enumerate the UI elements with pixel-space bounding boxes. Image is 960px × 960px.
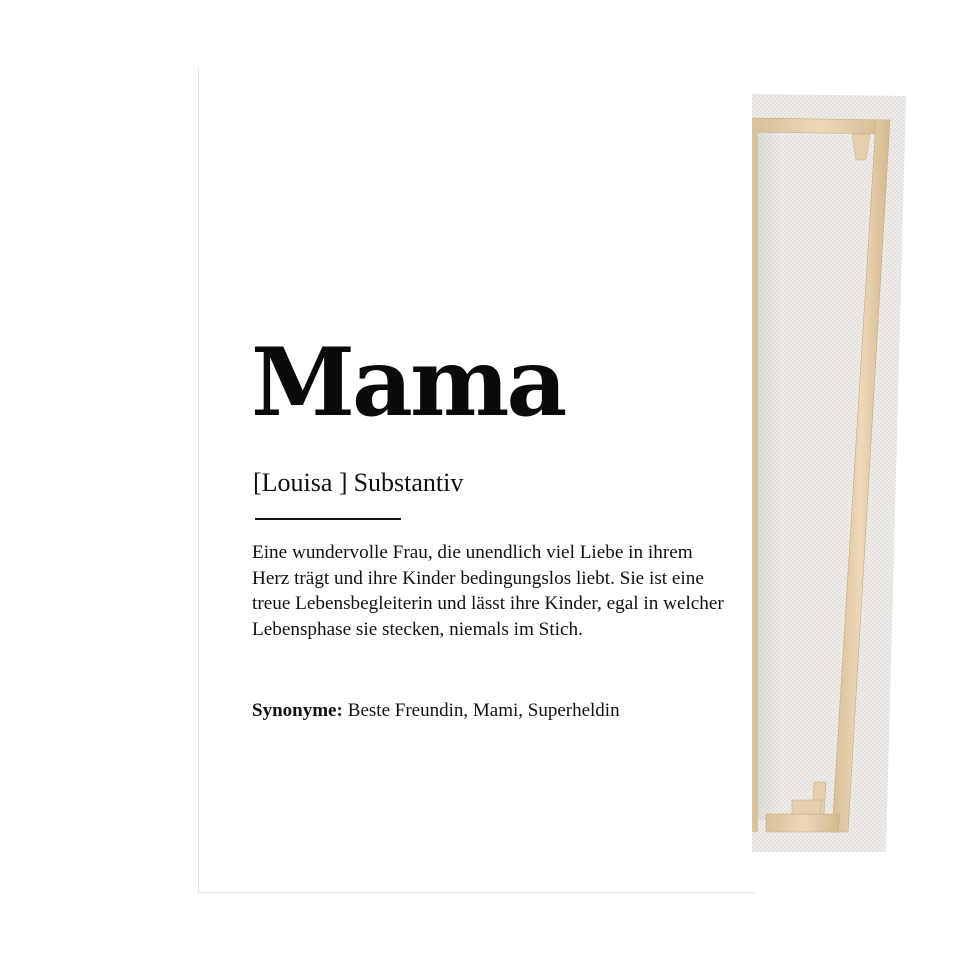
poster-subline bbox=[253, 468, 463, 498]
canvas-back-frame-image bbox=[752, 0, 922, 960]
synonyms-label: Synonyme: bbox=[252, 700, 343, 721]
poster-name: [Louisa ] bbox=[253, 468, 348, 497]
poster-word-type: Substantiv bbox=[353, 468, 464, 497]
synonyms-value: Beste Freundin, Mami, Superheldin bbox=[347, 700, 620, 721]
poster-title: Mama bbox=[251, 328, 565, 438]
poster-synonyms bbox=[252, 700, 620, 722]
poster-definition: Eine wundervolle Frau, die unendlich viel Liebe in ihrem Herz trägt und ihre Kinder bedingungslos liebt. Sie ist eine treue Lebensbegleiterin und lässt ihre Kinder, egal in welcher Lebensphase sie stecken, niemals im Stich. bbox=[252, 542, 724, 640]
divider-line bbox=[255, 518, 401, 520]
canvas-print-front bbox=[198, 68, 755, 893]
